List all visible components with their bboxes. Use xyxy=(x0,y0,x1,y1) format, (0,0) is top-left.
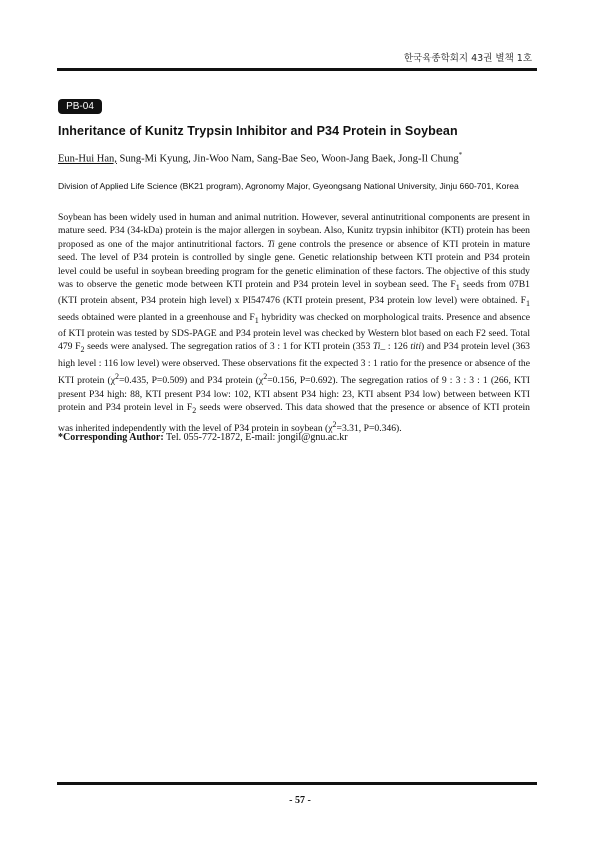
abstract xyxy=(58,211,530,435)
affiliation: Division of Applied Life Science (BK21 program), Agronomy Major, Gyeongsang National University, Jinju 660-701, Korea xyxy=(58,181,519,191)
page-number: - 57 - xyxy=(289,795,311,806)
corresponding-author xyxy=(58,432,538,443)
journal-header: 한국육종학회지 43권 별책 1호 xyxy=(403,53,532,64)
corresponding-mark: * xyxy=(458,151,463,159)
corresponding-label: *Corresponding Author: xyxy=(58,432,164,443)
paper-title: Inheritance of Kunitz Trypsin Inhibitor and P34 Protein in Soybean xyxy=(58,124,458,138)
corresponding-contact: Tel. 055-772-1872, E-mail: jongil@gnu.ac.kr xyxy=(163,432,348,443)
poster-id-badge: PB-04 xyxy=(58,99,102,114)
abstract-paragraph: Soybean has been widely used in human and animal nutrition. However, several antinutritional components are present in mature seed. P34 (34-kDa) protein is the major allergen in soybean. Also, Kunitz trypsin inhibitor (KTI) protein has been proposed as one of the major antinutritional factors. Ti gene controls the presence or absence of KTI protein in mature seed. The level of P34 protein is controlled by single gene. Genetic relationship between KTI protein and P34 protein level could be useful in soybean breeding program for the genetic elimination of these factors. The objective of this study was to observe the genetic mode between KTI protein and P34 protein level in soybean seed. The $F_1$ seeds from 07B1 (KTI protein absent, P34 protein high level) x PI547476 (KTI protein present, P34 protein low level) were obtained. $F_1$ seeds obtained were planted in a greenhouse and $F_1$ hybridity was checked on morphological traits. Presence and absence of KTI protein was tested by SDS-PAGE and P34 protein level was checked by Western blot based on each F2 seed. Total 479 $F_2$ seeds were analysed. The segregation ratios of 3 : 1 for KTI protein (353 Ti_ : 126 titi) and P34 protein level (363 high level : 116 low level) were observed. These observations fit the expected 3 : 1 ratio for the presence or absence of the KTI protein ($\chi^2=0.435$, P=0.509) and P34 protein ($\chi^2=0.156$, P=0.692). The segregation ratios of 9 : 3 : 3 : 1 (266, KTI present P34 high: 88, KTI present P34 low: 102, KTI absent P34 high: 23, KTI absent P34 low) between between KTI protein and P34 protein level in $F_2$ seeds were observed. This data showed that the presence or absence of KTI protein was inherited independently with the level of P34 protein in soybean ($\chi^2=3.31$, P=0.346). xyxy=(58,212,531,434)
top-rule xyxy=(57,68,537,71)
bottom-rule xyxy=(57,782,537,785)
first-author: Eun-Hui Han, xyxy=(58,153,117,165)
other-authors: Sung-Mi Kyung, Jin-Woo Nam, Sang-Bae Seo, Woon-Jang Baek, Jong-Il Chung xyxy=(116,153,459,165)
author-list xyxy=(58,151,538,165)
